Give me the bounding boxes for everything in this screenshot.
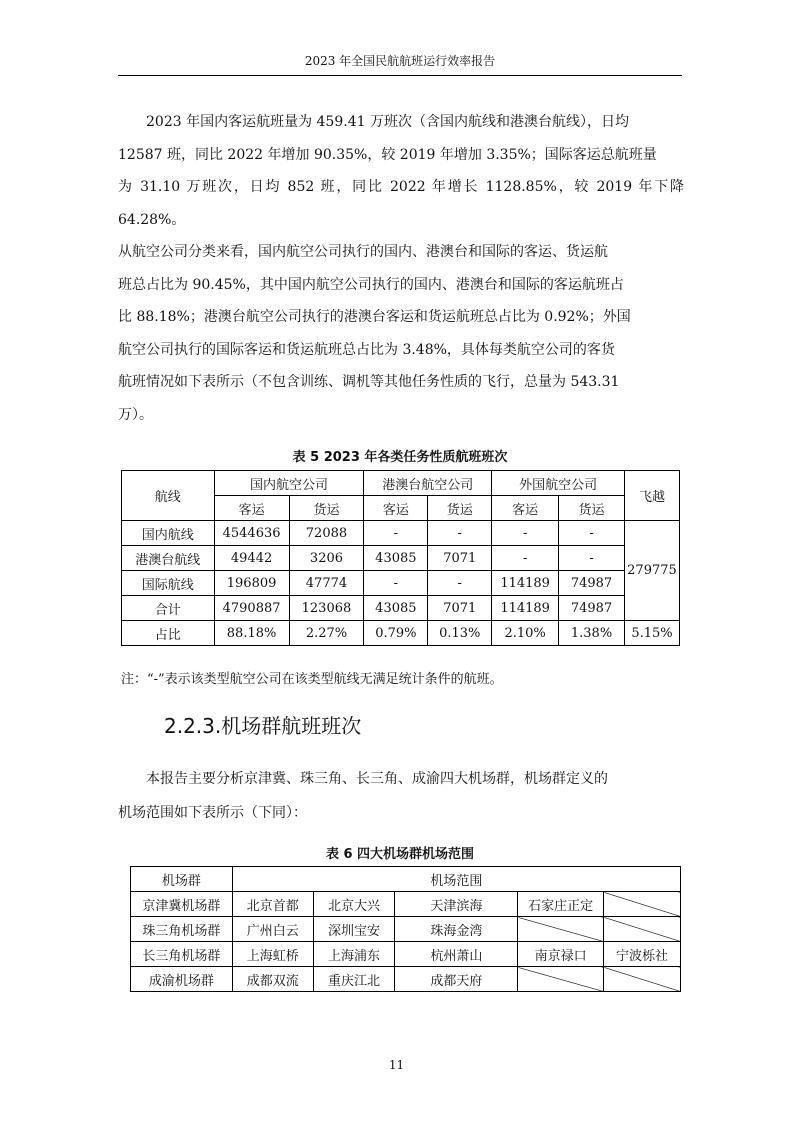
table-cell: - (364, 571, 428, 596)
table-cell: 4544636 (214, 521, 289, 546)
table-cell: 4790887 (214, 596, 289, 621)
para1-line: 为 31.10 万班次，日均 852 班，同比 2022 年增长 1128.85%，较 2019 年下降 64.28%。 (118, 179, 684, 228)
table-cell: 74987 (559, 596, 625, 621)
table-cell: 123068 (289, 596, 364, 621)
table-row (122, 621, 680, 646)
table-row (122, 546, 680, 571)
table-row (131, 942, 681, 967)
table-cell: 重庆江北 (313, 967, 395, 992)
header-rule (118, 75, 682, 76)
para1-line: 2023 年国内客运航班量为 459.41 万班次（含国内航线和港澳台航线），日均 (146, 114, 629, 130)
table-cell: 上海浦东 (313, 942, 395, 967)
table-cell: 88.18% (214, 621, 289, 646)
table-cell: 南京禄口 (518, 942, 604, 967)
row-label: 国际航线 (122, 571, 215, 596)
table6-header-scope: 机场范围 (232, 867, 680, 892)
table-cell: 72088 (289, 521, 364, 546)
table-cell: 3206 (289, 546, 364, 571)
table-cell: 47774 (289, 571, 364, 596)
table-cell: 珠海金湾 (395, 917, 518, 942)
table5-subheader: 客运 (364, 496, 428, 521)
table5-note: 注：“-”表示该类型航空公司在该类型航线无满足统计条件的航班。 (121, 672, 503, 687)
table-cell: - (428, 521, 492, 546)
table-row (122, 596, 680, 621)
table5-header-route: 航线 (122, 471, 215, 521)
table5-subheader: 货运 (559, 496, 625, 521)
section-heading: 2.2.3.机场群航班班次 (164, 714, 362, 738)
empty-cell-diagonal (604, 917, 681, 942)
table5-header-hmt: 港澳台航空公司 (364, 471, 492, 496)
table-cell: 成都天府 (395, 967, 518, 992)
table5-subheader: 客运 (214, 496, 289, 521)
table5-subheader: 货运 (428, 496, 492, 521)
table-cell: 7071 (428, 546, 492, 571)
overfly-pct: 5.15% (624, 621, 679, 646)
table-cell: 7071 (428, 596, 492, 621)
table-row (131, 917, 681, 942)
row-label: 成渝机场群 (131, 967, 233, 992)
para1-line: 班总占比为 90.45%，其中国内航空公司执行的国内、港澳台和国际的客运航班占 (118, 276, 624, 293)
table-cell: 天津滨海 (395, 892, 518, 917)
para1-line: 航空公司执行的国际客运和货运航班总占比为 3.48%，具体每类航空公司的客货 (118, 341, 615, 358)
table5-header-foreign: 外国航空公司 (492, 471, 625, 496)
table5-subheader: 客运 (492, 496, 559, 521)
table-cell: 0.79% (364, 621, 428, 646)
empty-cell-diagonal (518, 967, 604, 992)
paragraph-2 (118, 762, 684, 830)
table-row (122, 521, 680, 546)
table5 (121, 470, 680, 646)
table-cell: 2.10% (492, 621, 559, 646)
table-cell: 0.13% (428, 621, 492, 646)
table-cell: 74987 (559, 571, 625, 596)
table-cell: 成都双流 (232, 967, 313, 992)
table-cell: 114189 (492, 596, 559, 621)
empty-cell-diagonal (604, 892, 681, 917)
table6-caption: 表 6 四大机场群机场范围 (325, 847, 475, 862)
para1-line: 比 88.18%；港澳台航空公司执行的港澳台客运和货运航班总占比为 0.92%；外国 (118, 309, 631, 325)
para2-line: 本报告主要分析京津冀、珠三角、长三角、成渝四大机场群，机场群定义的 (146, 771, 608, 787)
table5-subheader: 货运 (289, 496, 364, 521)
para1-line: 航班情况如下表所示（不包含训练、调机等其他任务性质的飞行，总量为 543.31 (118, 374, 620, 390)
table-cell: 杭州萧山 (395, 942, 518, 967)
table-cell: 上海虹桥 (232, 942, 313, 967)
empty-cell-diagonal (604, 967, 681, 992)
table-cell: 广州白云 (232, 917, 313, 942)
table6-header-group: 机场群 (131, 867, 233, 892)
table-cell: 43085 (364, 546, 428, 571)
table-cell: - (492, 546, 559, 571)
para1-line: 从航空公司分类来看，国内航空公司执行的国内、港澳台和国际的客运、货运航 (118, 244, 608, 260)
paragraph-1 (118, 106, 684, 431)
para2-line: 机场范围如下表所示（下同）： (118, 805, 307, 821)
para1-line: 12587 班，同比 2022 年增加 90.35%，较 2019 年增加 3.35%；国际客运总航班量 (118, 146, 657, 163)
table6 (130, 866, 681, 992)
overfly-value: 279775 (624, 521, 679, 621)
table-cell: 43085 (364, 596, 428, 621)
row-label: 长三角机场群 (131, 942, 233, 967)
row-label: 京津冀机场群 (131, 892, 233, 917)
row-label: 港澳台航线 (122, 546, 215, 571)
table5-header-domestic: 国内航空公司 (214, 471, 364, 496)
table-cell: 宁波栎社 (604, 942, 681, 967)
para1-line: 万）。 (118, 406, 153, 423)
table-cell: 1.38% (559, 621, 625, 646)
table-cell: - (492, 521, 559, 546)
table5-caption: 表 5 2023 年各类任务性质航班班次 (292, 450, 508, 465)
table-cell: 北京首都 (232, 892, 313, 917)
table-cell: 49442 (214, 546, 289, 571)
row-label: 占比 (122, 621, 215, 646)
table-cell: - (364, 521, 428, 546)
table-row (131, 967, 681, 992)
page-number: 11 (388, 1058, 405, 1072)
table-cell: - (559, 546, 625, 571)
table-cell: 深圳宝安 (313, 917, 395, 942)
running-header: 2023 年全国民航航班运行效率报告 (304, 54, 496, 68)
table5-header-overfly: 飞越 (624, 471, 679, 521)
row-label: 国内航线 (122, 521, 215, 546)
table-cell: 2.27% (289, 621, 364, 646)
table-cell: - (559, 521, 625, 546)
table-cell: 北京大兴 (313, 892, 395, 917)
table-cell: - (428, 571, 492, 596)
table-cell: 石家庄正定 (518, 892, 604, 917)
row-label: 合计 (122, 596, 215, 621)
table-row (131, 892, 681, 917)
table-cell: 114189 (492, 571, 559, 596)
table-row (122, 571, 680, 596)
table-cell: 196809 (214, 571, 289, 596)
row-label: 珠三角机场群 (131, 917, 233, 942)
empty-cell-diagonal (518, 917, 604, 942)
